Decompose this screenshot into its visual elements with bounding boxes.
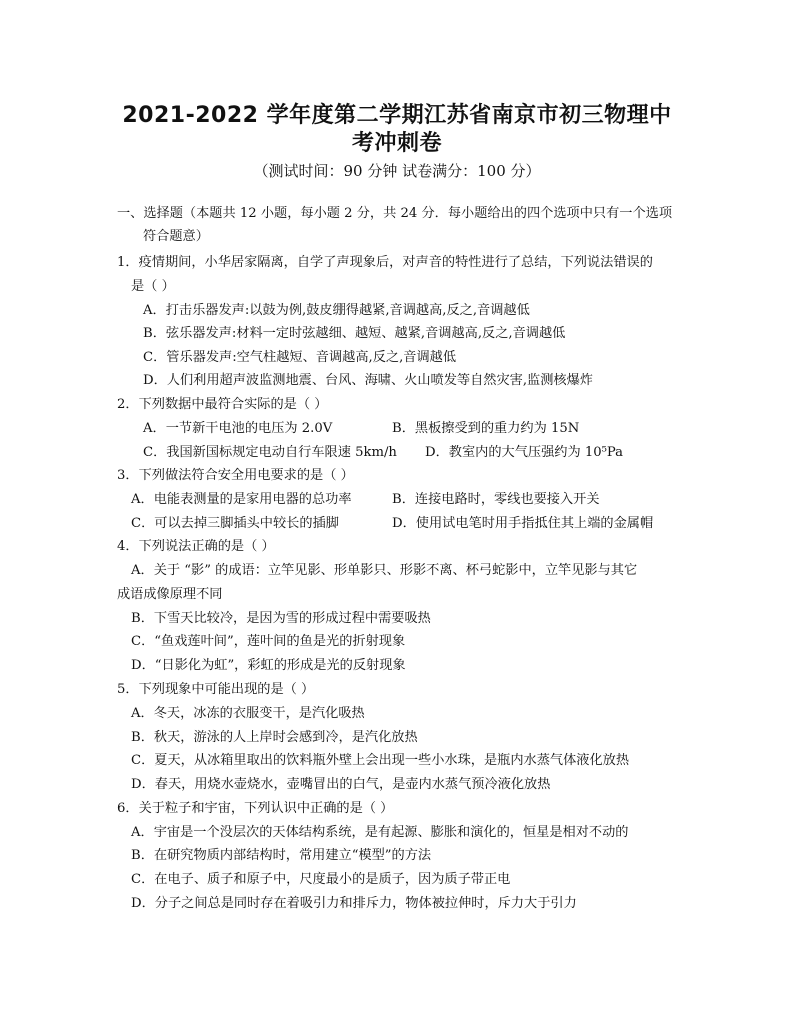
question-5-option-d: D．春天，用烧水壶烧水，壶嘴冒出的白气，是壶内水蒸气预冷液化放热 [131,777,551,792]
question-6-option-b: B．在研究物质内部结构时，常用建立“模型”的方法 [131,848,432,863]
question-1-option-c: C．管乐器发声:空气柱越短、音调越高,反之,音调越低 [143,350,457,365]
question-6-option-d: D．分子之间总是同时存在着吸引力和排斥力，物体被拉伸时，斥力大于引力 [131,896,577,911]
question-3-option-a: A．电能表测量的是家用电器的总功率 [131,492,352,507]
question-4-option-b: B．下雪天比较冷，是因为雪的形成过程中需要吸热 [131,611,431,626]
question-1-stem-cont: 是（ ） [131,279,175,294]
question-5-option-a: A．冬天，冰冻的衣服变干，是汽化吸热 [131,706,365,721]
question-1-option-b: B．弦乐器发声:材料一定时弦越细、越短、越紧,音调越高,反之,音调越低 [143,326,566,341]
question-1-stem: 1．疫情期间，小华居家隔离，自学了声现象后，对声音的特性进行了总结，下列说法错误的 [117,255,653,270]
question-6-stem: 6．关于粒子和宇宙，下列认识中正确的是（ ） [117,801,394,816]
question-5-option-b: B．秋天，游泳的人上岸时会感到冷，是汽化放热 [131,730,418,745]
page-title-line-1: 2021-2022 学年度第二学期江苏省南京市初三物理中 [122,103,672,128]
question-4-stem: 4．下列说法正确的是（ ） [117,539,275,554]
exam-info: （测试时间：90 分钟 试卷满分：100 分） [253,162,541,180]
question-4-option-a: A．关于 “影” 的成语：立竿见影、形单影只、形影不离、杯弓蛇影中，立竿见影与其它 [131,563,638,578]
question-3-option-b: B．连接电路时，零线也要接入开关 [392,492,600,507]
question-4-option-a-cont: 成语成像原理不同 [117,587,223,602]
question-4-option-c: C．“鱼戏莲叶间”，莲叶间的鱼是光的折射现象 [131,634,406,649]
question-5-option-c: C．夏天，从冰箱里取出的饮料瓶外壁上会出现一些小水珠，是瓶内水蒸气体液化放热 [131,753,630,768]
question-2-option-c: C．我国新国标规定电动自行车限速 5km/h [143,445,397,460]
page-title-line-2: 考冲刺卷 [351,131,442,156]
section-heading: 一、选择题（本题共 12 小题，每小题 2 分，共 24 分．每小题给出的四个选项中只有一个选项 [117,206,673,221]
question-3-stem: 3．下列做法符合安全用电要求的是（ ） [117,468,354,483]
question-1-option-d: D．人们利用超声波监测地震、台风、海啸、火山喷发等自然灾害,监测核爆炸 [143,373,593,388]
question-3-option-d: D．使用试电笔时用手指抵住其上端的金属帽 [392,516,654,531]
question-6-option-c: C．在电子、质子和原子中，尺度最小的是质子，因为质子带正电 [131,872,511,887]
question-5-stem: 5．下列现象中可能出现的是（ ） [117,682,315,697]
question-3-option-c: C．可以去掉三脚插头中较长的插脚 [131,516,339,531]
section-heading-cont: 符合题意） [143,229,209,244]
question-2-option-a: A．一节新干电池的电压为 2.0V [143,421,333,436]
question-2-option-d: D．教室内的大气压强约为 10⁵Pa [425,445,624,460]
question-1-option-a: A．打击乐器发声:以鼓为例,鼓皮绷得越紧,音调越高,反之,音调越低 [143,303,530,318]
question-2-option-b: B．黑板擦受到的重力约为 15N [392,421,580,436]
question-6-option-a: A．宇宙是一个没层次的天体结构系统，是有起源、膨胀和演化的，恒星是相对不动的 [131,825,629,840]
question-2-stem: 2．下列数据中最符合实际的是（ ） [117,397,328,412]
question-4-option-d: D．“日影化为虹”，彩虹的形成是光的反射现象 [131,658,406,673]
